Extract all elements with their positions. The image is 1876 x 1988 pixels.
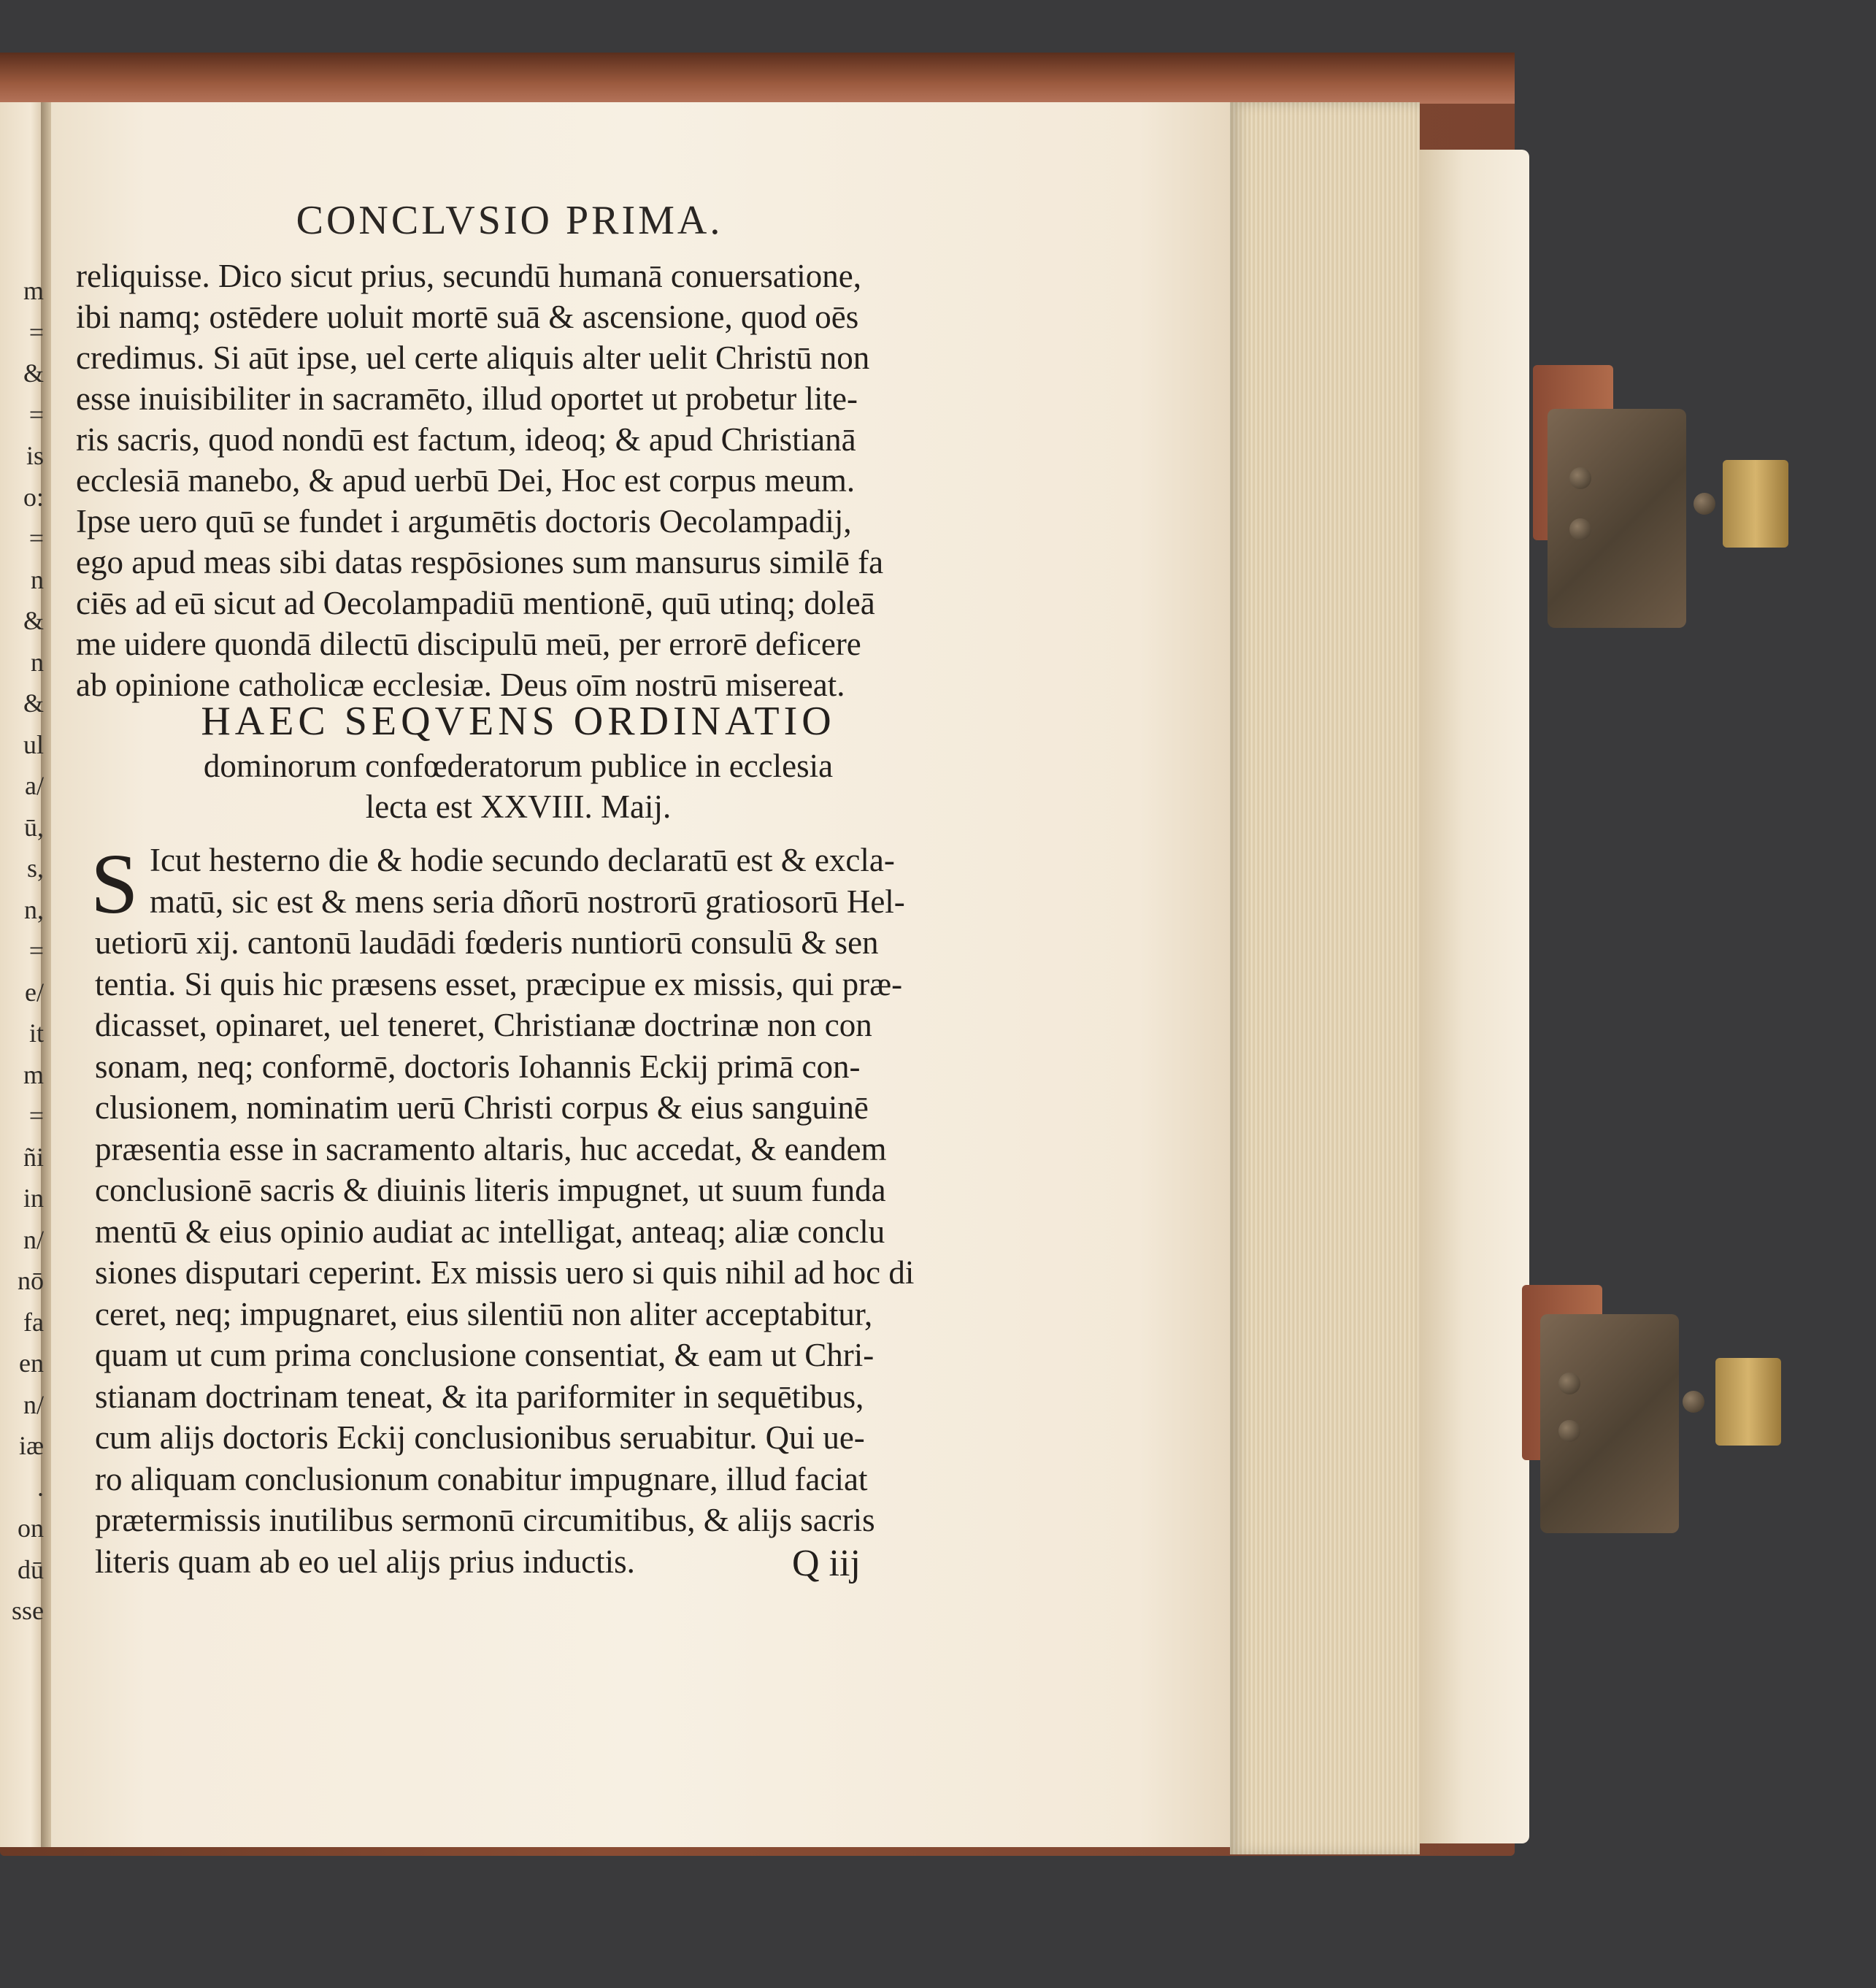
margin-fragment: ñi (23, 1142, 44, 1172)
margin-fragment: o: (23, 482, 44, 512)
margin-fragment: & (23, 358, 44, 388)
text-line: tentia. Si quis hic præsens esset, præcipue ex missis, qui præ- (95, 965, 903, 1002)
margin-fragment: n (31, 564, 44, 594)
margin-fragment: m (23, 1059, 44, 1089)
margin-fragment: n (31, 647, 44, 677)
lower-clasp-rivet (1558, 1373, 1580, 1394)
text-line: uetiorū xij. cantonū laudādi fœderis nuntiorū consulū & sen (95, 924, 879, 961)
text-line: literis quam ab eo uel alijs prius inductis. (95, 1543, 635, 1580)
paragraph-1 (76, 256, 974, 705)
text-line: esse inuisibiliter in sacramēto, illud oportet ut probetur lite- (76, 380, 858, 417)
text-line: dicasset, opinaret, uel teneret, Christianæ doctrinæ non con (95, 1007, 872, 1043)
text-line: ego apud meas sibi datas respōsiones sum mansurus similē fa (76, 544, 884, 580)
margin-fragment: is (26, 441, 44, 470)
margin-fragment: s, (26, 853, 44, 883)
text-line: ciēs ad eū sicut ad Oecolampadiū mentionē, quū utinq; doleā (76, 585, 875, 621)
margin-fragment: n/ (23, 1224, 44, 1254)
text-line: cum alijs doctoris Eckij conclusionibus seruabitur. Qui ue- (95, 1419, 865, 1456)
text-line: ibi namq; ostēdere uoluit mortē suā & ascensione, quod oēs (76, 299, 859, 335)
margin-fragment: . (37, 1472, 44, 1502)
text-line: ab opinione catholicæ ecclesiæ. Deus oīm nostrū misereat. (76, 667, 845, 703)
text-line: mentū & eius opinio audiat ac intelligat, anteaq; aliæ conclu (95, 1213, 885, 1250)
margin-fragment: = (28, 936, 44, 965)
text-line: stianam doctrinam teneat, & ita pariformiter in sequētibus, (95, 1378, 864, 1415)
margin-fragment: = (28, 399, 44, 429)
text-line: Ipse uero quū se fundet i argumētis doctoris Oecolampadij, (76, 503, 852, 540)
text-line: siones disputari ceperint. Ex missis uero si quis nihil ad hoc di (95, 1254, 915, 1291)
margin-fragment: = (28, 317, 44, 347)
margin-fragment: dū (18, 1554, 44, 1584)
upper-clasp-rivet (1569, 467, 1591, 489)
margin-fragment: en (19, 1348, 44, 1378)
subheading-title: HAEC SEQVENS ORDINATIO (201, 699, 836, 744)
lower-clasp-rivet (1683, 1391, 1704, 1413)
text-line: ceret, neq; impugnaret, eius silentiū non aliter acceptabitur, (95, 1295, 873, 1332)
text-line: reliquisse. Dico sicut prius, secundū humanā conuersatione, (76, 258, 861, 294)
text-line: me uidere quondā dilectū discipulū meū, per errorē deficere (76, 626, 861, 662)
text-line: Icut hesterno die & hodie secundo declaratū est & excla- (150, 842, 895, 878)
margin-fragment: a/ (25, 771, 44, 800)
page-heading: CONCLVSIO PRIMA. (296, 198, 723, 243)
text-line: matū, sic est & mens seria dñorū nostrorū gratiosorū Hel- (150, 883, 905, 920)
text-line: sonam, neq; conformē, doctoris Iohannis Eckij primā con- (95, 1048, 861, 1085)
margin-fragment: & (23, 688, 44, 718)
margin-fragment: n, (24, 894, 44, 924)
margin-fragment: = (28, 1101, 44, 1130)
margin-fragment: fa (23, 1307, 44, 1337)
text-line: ro aliquam conclusionum conabitur impugnare, illud faciat (95, 1460, 868, 1497)
margin-fragment: m (23, 276, 44, 305)
subheading-line-2: dominorum confœderatorum publice in ecclesia (203, 748, 834, 784)
upper-clasp-catch (1723, 460, 1788, 548)
text-line: conclusionē sacris & diuinis literis impugnet, ut suum funda (95, 1172, 886, 1208)
paragraph-2 (95, 840, 971, 1582)
lower-clasp-rivet (1558, 1420, 1580, 1442)
drop-capital: S (91, 836, 139, 932)
margin-fragment: = (28, 523, 44, 553)
margin-fragment: ul (23, 729, 44, 759)
margin-fragment: sse (12, 1596, 44, 1625)
text-line: credimus. Si aūt ipse, uel certe aliquis alter uelit Christū non (76, 339, 870, 376)
margin-fragment: on (18, 1513, 44, 1543)
lower-clasp-catch (1715, 1358, 1781, 1446)
upper-clasp-plate (1548, 409, 1686, 628)
page-fore-edge (1230, 102, 1420, 1854)
text-line: quam ut cum prima conclusione consentiat, & eam ut Chri- (95, 1337, 874, 1373)
margin-fragment: in (23, 1183, 44, 1213)
text-line: prætermissis inutilibus sermonū circumitibus, & alijs sacris (95, 1502, 875, 1538)
subheading (124, 697, 912, 827)
text-line: clusionem, nominatim uerū Christi corpus & eius sanguinē (95, 1089, 869, 1126)
text-line: ecclesiā manebo, & apud uerbū Dei, Hoc est corpus meum. (76, 462, 856, 499)
flyleaf (1420, 150, 1529, 1843)
subheading-line-3: lecta est XXVIII. Maij. (365, 788, 672, 825)
upper-clasp-rivet (1569, 518, 1591, 540)
signature-mark: Q iij (792, 1543, 861, 1584)
left-page-text-fragments (1, 270, 44, 1632)
text-line: præsentia esse in sacramento altaris, huc accedat, & eandem (95, 1130, 887, 1167)
margin-fragment: n/ (23, 1389, 44, 1419)
upper-clasp-rivet (1694, 493, 1715, 515)
book-cover-top-edge (0, 53, 1515, 104)
margin-fragment: iæ (18, 1431, 44, 1460)
margin-fragment: & (23, 606, 44, 635)
margin-fragment: e/ (25, 977, 44, 1007)
margin-fragment: ū, (24, 812, 44, 842)
margin-fragment: nō (18, 1266, 44, 1295)
margin-fragment: it (28, 1018, 44, 1048)
text-line: ris sacris, quod nondū est factum, ideoq; & apud Christianā (76, 421, 856, 458)
